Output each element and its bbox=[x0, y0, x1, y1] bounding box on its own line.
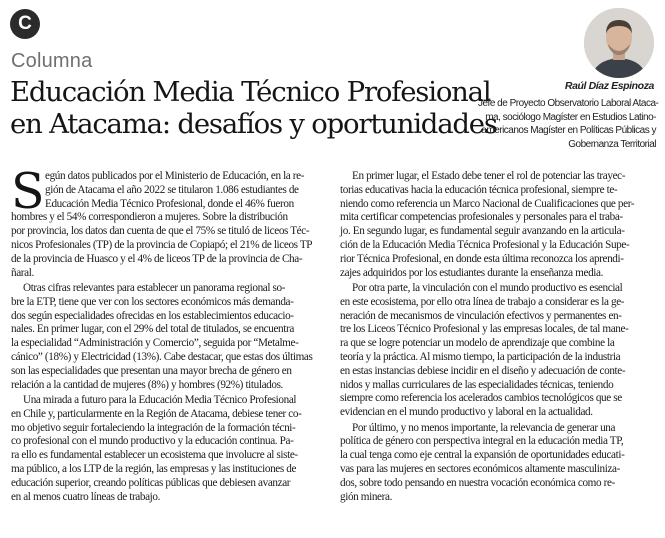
headline bbox=[10, 76, 497, 140]
author-desc-line: americanos Magíster en Políticas Públicas y bbox=[481, 125, 656, 137]
text-line: Una mirada a futuro para la Educación Media Técnico Profesional bbox=[23, 393, 297, 406]
text-line: Otras cifras relevantes para establecer un panorama regional so- bbox=[23, 281, 286, 294]
text-line: zajes adquiridos por los estudiantes durante la enseñanza media. bbox=[340, 266, 604, 279]
text-line: mita certificar competencias profesionales y personales para el traba- bbox=[340, 211, 623, 224]
text-line: niendo como referencia un Marco Nacional de Cualificaciones que per- bbox=[340, 197, 635, 210]
author-portrait-image bbox=[584, 8, 654, 78]
text-line: neración de mecanismos de vinculación efectivos y permanentes en- bbox=[340, 309, 622, 322]
text-line: educación superior, creando políticas públicas que debiesen avanzar bbox=[11, 476, 291, 489]
text-line: egún datos publicados por el Ministerio de Educación, en la re- bbox=[45, 170, 305, 182]
author-photo bbox=[584, 8, 654, 78]
text-line: gión de Atacama el año 2022 se titularon 1.086 estudiantes de bbox=[45, 183, 299, 196]
text-line: vas para las mujeres en sectores económicos altamente masculiniza- bbox=[340, 462, 620, 475]
text-line: co profesional con el mundo productivo y la educación continua. Pa- bbox=[11, 435, 294, 448]
text-line: son las especialidades que presentan una mayor brecha de género en bbox=[11, 364, 292, 377]
text-line: gión minera. bbox=[340, 490, 392, 503]
text-line: nidos y mallas curriculares de las especialidades técnicas, teniendo bbox=[340, 378, 614, 391]
text-line: evidencian en el mundo productivo y laboral en la actualidad. bbox=[340, 406, 593, 419]
text-line: en al menos cuatro líneas de trabajo. bbox=[11, 490, 161, 503]
text-line: ñaral. bbox=[11, 266, 34, 279]
section-label: Columna bbox=[11, 50, 93, 72]
text-line: bre la ETP, tiene que ver con los sectores económicos más demanda- bbox=[11, 295, 294, 308]
paragraph-5 bbox=[340, 282, 658, 420]
headline-line-2: en Atacama: desafíos y oportunidades bbox=[10, 108, 497, 140]
text-line: la especialidad “Administración y Comercio”, seguida por “Metalme- bbox=[11, 337, 299, 350]
text-line: por provincia, los datos dan cuenta de que el 75% se tituló de liceos Téc- bbox=[11, 225, 310, 238]
paragraph-1 bbox=[11, 163, 329, 280]
author-desc-line: ma, sociólogo Magíster en Estudios Latino- bbox=[485, 111, 656, 123]
text-line: ra ello es fundamental establecer un ecosistema que involucre al siste- bbox=[11, 449, 298, 462]
paragraph-6 bbox=[340, 422, 658, 505]
text-line: Por último, y no menos importante, la relevancia de generar una bbox=[352, 421, 616, 434]
author-description bbox=[478, 97, 659, 151]
text-line: rior Técnica Profesional, en donde esta última reconozca los aprendi- bbox=[340, 252, 624, 265]
text-line: En primer lugar, el Estado debe tener el rol de potenciar las trayec- bbox=[352, 170, 626, 182]
text-line: nales. En primer lugar, con el 29% del total de titulados, se encuentra bbox=[11, 323, 294, 336]
text-line: teoría y la práctica. Al mismo tiempo, la participación de la industria bbox=[340, 350, 621, 363]
article-column-right bbox=[340, 170, 658, 504]
text-line: Educación Media Técnico Profesional, donde el 46% fueron bbox=[45, 197, 294, 210]
text-line: ra que se logre potenciar un modelo de aprendizaje que combine la bbox=[340, 337, 615, 350]
headline-line-1: Educación Media Técnico Profesional bbox=[10, 76, 491, 108]
text-line: Por otra parte, la vinculación con el mundo productivo es esencial bbox=[352, 281, 623, 294]
text-line: dos, sobre todo pensando en nuestra vocación económica como re- bbox=[340, 476, 615, 489]
text-line: jo. En segundo lugar, es fundamental seguir avanzando en la articula- bbox=[340, 225, 625, 238]
text-line: tre los Liceos Técnico Profesional y las empresas locales, de tal mane- bbox=[340, 323, 629, 336]
text-line: mo objetivo seguir fortaleciendo la integración de la formación técni- bbox=[11, 421, 296, 434]
text-line: cánico” (18%) y Electricidad (13%). Cabe destacar, que estas dos últimas bbox=[11, 350, 313, 363]
column-badge: C bbox=[10, 9, 40, 39]
author-desc-line: Jefe de Proyecto Observatorio Laboral Ataca- bbox=[478, 98, 659, 109]
text-line: ción de la Educación Media Técnica Profesional y la Educación Supe- bbox=[340, 238, 630, 251]
text-line: de la provincia de Huasco y el 4% de liceos TP de la provincia de Cha- bbox=[11, 252, 303, 265]
text-line: la cual tenga como eje central la expansión de oportunidades educati- bbox=[340, 449, 625, 462]
article-column-left bbox=[11, 163, 329, 504]
paragraph-3 bbox=[11, 394, 329, 504]
text-line: relación a la cantidad de mujeres (8%) y hombres (92%) titulados. bbox=[11, 378, 283, 391]
text-line: nicos Profesionales (TP) de la provincia de Copiapó; el 21% de liceos TP bbox=[11, 238, 313, 251]
paragraph-4 bbox=[340, 170, 658, 280]
text-line: política de género con perspectiva integral en la educación media TP, bbox=[340, 435, 624, 448]
text-line: en estas instancias debiese incidir en el diseño y adecuación de conte- bbox=[340, 364, 626, 377]
author-desc-line: Gobernanza Territorial bbox=[568, 138, 656, 150]
text-line: en Chile y, particularmente en la Región de Atacama, debiese tener co- bbox=[11, 407, 302, 420]
text-line: en este ecosistema, por ello otra línea de trabajo a considerar es la ge- bbox=[340, 295, 625, 308]
text-line: torias educativas hacia la educación técnica profesional, siempre te- bbox=[340, 183, 618, 196]
text-line: hombres y el 54% correspondieron a mujeres. Sobre la distribución bbox=[11, 211, 288, 224]
author-name: Raúl Díaz Espinoza bbox=[564, 80, 654, 92]
text-line: ma público, a los LTP de la región, las empresas y las instituciones de bbox=[11, 462, 297, 475]
text-line: dos según especialidades ofrecidas en los establecimientos educacio- bbox=[11, 309, 294, 322]
drop-cap: S bbox=[11, 163, 45, 220]
text-line: siempre como referencia los acelerados cambios tecnológicos que se bbox=[340, 392, 622, 405]
paragraph-2 bbox=[11, 282, 329, 392]
